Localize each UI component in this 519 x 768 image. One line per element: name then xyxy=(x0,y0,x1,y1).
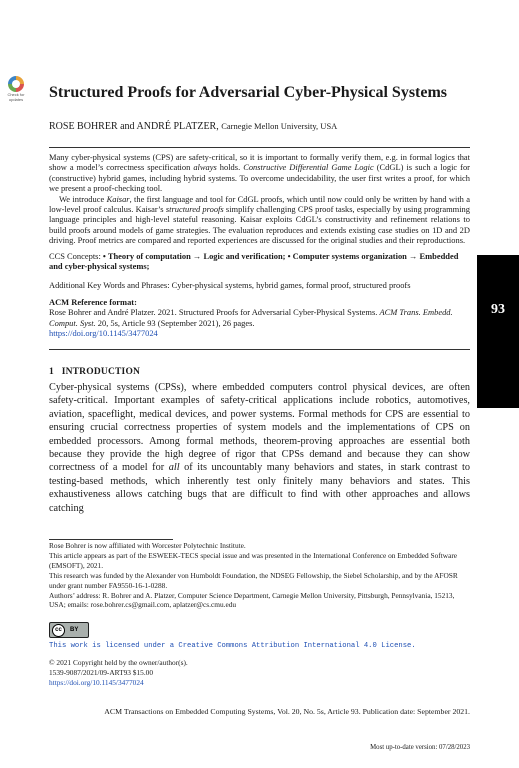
reference-doi-link[interactable]: https://doi.org/10.1145/3477024 xyxy=(49,328,158,339)
reference-citation: Rose Bohrer and André Platzer. 2021. Structured Proofs for Adversarial Cyber-Physical Systems. ACM Trans. Embedd. Comput. Syst. 20, 5s, Article 93 (September 2021), 26 pages. xyxy=(49,307,453,328)
author-names: ROSE BOHRER and ANDRÉ PLATZER, xyxy=(49,121,219,132)
abstract-paragraph-2: We introduce Kaisar, the first language and tool for CdGL proofs, which until now could only be written by hand with a low-level proof calculus. Kaisar’s structured proofs simplify challenging CPS proof tasks, especially by using programming language principles and high-level stateful reasoning. Kaisar exploits CdGL’s constructivity and refinement relations to build proofs around models of game strategies. The evaluation reproduces and extends existing case studies on 1D and 2D driving. Proof metrics are compared and reported experiences are discussed for the original studies and their reproductions. xyxy=(49,193,470,246)
copyright-block xyxy=(49,658,188,689)
version-note: Most up-to-date version: 07/28/2023 xyxy=(370,744,470,751)
abstract-paragraph-1: Many cyber-physical systems (CPS) are safety-critical, so it is important to formally verify them, e.g. in formal logics that show a model’s correctness specification always holds. Constructive Differential Game Logic (CdGL) is such a logic for (constructive) hybrid games, including hybrid systems. To overcome undecidability, the user first writes a proof, for which we present a proof-checking tool. xyxy=(49,152,470,194)
reference-heading: ACM Reference format: xyxy=(49,297,137,307)
article-number-tab xyxy=(477,255,519,408)
footnote-special-issue: This article appears as part of the ESWEEK-TECS special issue and was presented in the International Conference on Embedded Software (EMSOFT), 2021. xyxy=(49,550,458,570)
footnote-funding: This research was funded by the Alexander von Humboldt Foundation, the NDSEG Fellowship, the Siebel Scholarship, and by the AFOSR under grant number FA9550-16-1-0288. xyxy=(49,570,458,590)
footnotes xyxy=(49,541,470,610)
paper-title: Structured Proofs for Adversarial Cyber-Physical Systems xyxy=(49,84,448,101)
author-line xyxy=(49,121,337,132)
article-number: 93 xyxy=(491,302,505,317)
intro-paragraph: Cyber-physical systems (CPSs), where embedded computers control physical devices, are often safety-critical. Important examples of safety-critical applications include robotics, automotives, aviation, spaceflight, medical devices, and power systems. Formal methods for CPS are essential to ensuring crucial correctness properties of system models and the implementations of CPS on embedded processors. Among formal methods, theorem-proving approaches are essential both because they provide the high degree of rigor that CPSs demand and because they can show correctness of a model for all of its uncountably many behaviors and states, in stark contrast to testing-based methods, which inherently test only finitely many behaviors and states. This exhaustiveness allows catching bugs that are difficult to find with other approaches and allows catching xyxy=(49,382,470,514)
issn-price: 1539-9087/2021/09-ART93 $15.00 xyxy=(49,668,153,678)
creative-commons-icon[interactable] xyxy=(49,622,89,638)
cc-icon: cc xyxy=(52,624,65,637)
author-affiliation: Carnegie Mellon University, USA xyxy=(221,121,338,131)
license-link[interactable]: Creative Commons Attribution International 4.0 License xyxy=(178,642,412,650)
check-for-updates-badge[interactable] xyxy=(4,76,28,104)
badge-label: Check for updates xyxy=(7,92,25,102)
ccs-concepts: CCS Concepts: • Theory of computation → Logic and verification; • Computer systems organization → Embedded and cyber-physical systems; xyxy=(49,251,459,272)
copyright-notice: © 2021 Copyright held by the owner/author(s). xyxy=(49,658,188,667)
footnote-rule xyxy=(49,539,173,540)
footnote-affiliation: Rose Bohrer is now affiliated with Worcester Polytechnic Institute. xyxy=(49,541,246,550)
keywords: Additional Key Words and Phrases: Cyber-physical systems, hybrid games, formal proof, structured proofs xyxy=(49,280,411,290)
reference-format xyxy=(49,297,470,339)
section-heading: 1 INTRODUCTION xyxy=(49,367,141,377)
copyright-doi-link[interactable]: https://doi.org/10.1145/3477024 xyxy=(49,678,144,688)
section-rule xyxy=(49,349,470,350)
journal-footer: ACM Transactions on Embedded Computing Systems, Vol. 20, No. 5s, Article 93. Publication date: September 2021. xyxy=(104,707,470,716)
license-line: This work is licensed under a Creative Commons Attribution International 4.0 License. xyxy=(49,642,416,650)
footnote-address: Authors’ address: R. Bohrer and A. Platzer, Computer Science Department, Carnegie Mellon University, Pittsburgh, Pennsylvania, 15213, USA; emails: rose.bohrer.cs@gmail.com, aplatzer@cs.cmu.edu xyxy=(49,590,455,610)
abstract xyxy=(49,152,470,246)
update-icon xyxy=(8,76,24,92)
by-icon: BY xyxy=(70,627,79,633)
header-rule xyxy=(49,147,470,148)
